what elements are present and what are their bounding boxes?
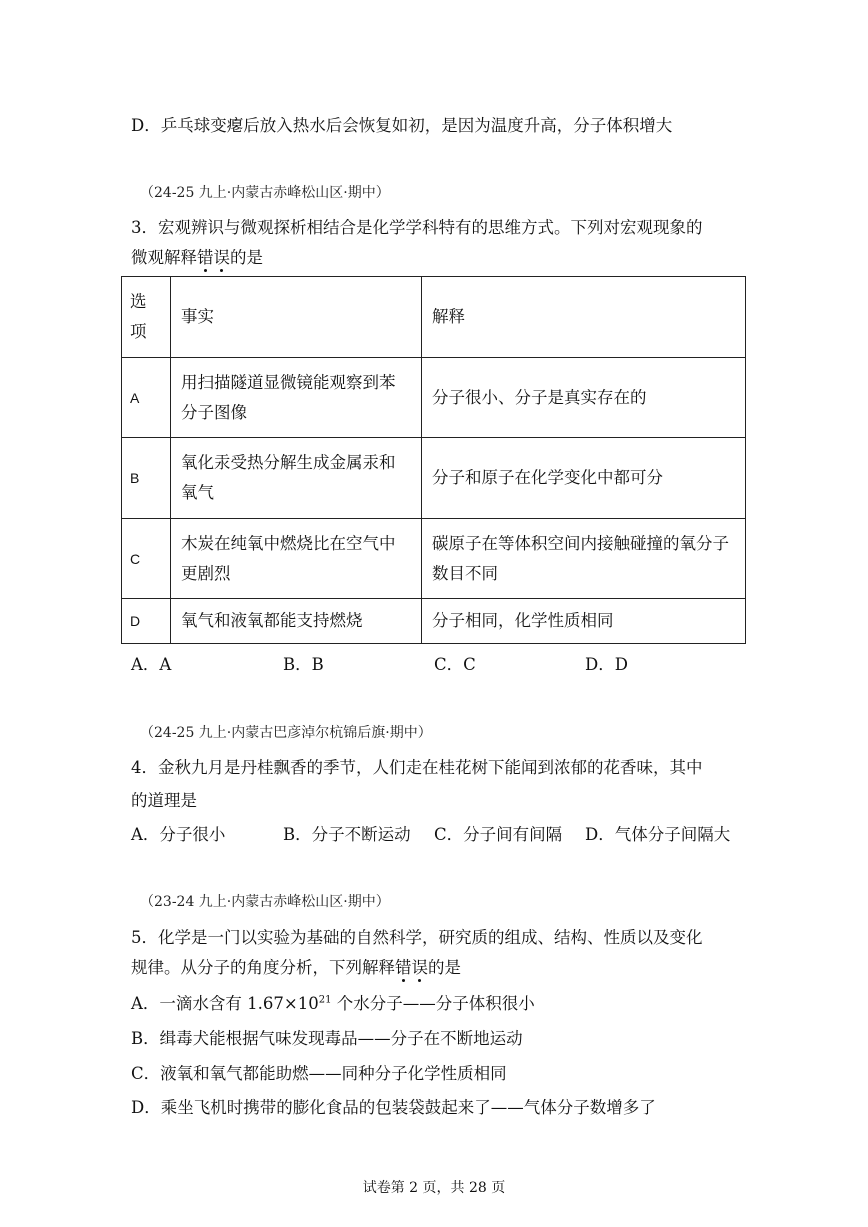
q3-choice-a[interactable]: A．A — [131, 655, 172, 674]
row-fact: 氧化汞受热分解生成金属汞和氧气 — [171, 438, 422, 519]
q5-option-a-post: 个水分子——分子体积很小 — [331, 994, 535, 1013]
emphasis-char: 错 — [197, 248, 214, 267]
q5-option-b[interactable]: B．缉毒犬能根据气味发现毒品——分子在不断地运动 — [131, 1029, 523, 1048]
q3-table — [121, 276, 746, 644]
row-explanation: 分子相同，化学性质相同 — [422, 599, 746, 644]
page-footer: 试卷第 2 页，共 28 页 — [362, 1180, 506, 1196]
q4-stem-line2: 的道理是 — [131, 791, 197, 810]
q4-source: （24-25 九上·内蒙古巴彦淖尔杭锦后旗·期中） — [140, 725, 432, 741]
q5-source: （23-24 九上·内蒙古赤峰松山区·期中） — [140, 894, 390, 910]
q5-stem-line2-post: 的是 — [428, 958, 461, 977]
row-option: A — [122, 358, 171, 438]
q5-stem-line2 — [131, 954, 461, 978]
table-row — [122, 358, 746, 438]
q4-choice-d[interactable]: D．气体分子间隔大 — [585, 825, 731, 844]
q3-choice-b[interactable]: B．B — [283, 655, 324, 674]
row-option: C — [122, 519, 171, 599]
header-fact: 事实 — [171, 277, 422, 358]
q5-option-a-exponent: 21 — [318, 994, 332, 1006]
q3-choice-c[interactable]: C．C — [434, 655, 476, 674]
header-option-label: 选项 — [130, 292, 147, 341]
row-fact: 木炭在纯氧中燃烧比在空气中更剧烈 — [171, 519, 422, 599]
row-fact: 用扫描隧道显微镜能观察到苯分子图像 — [171, 358, 422, 438]
q3-stem-line1: 3．宏观辨识与微观探析相结合是化学学科特有的思维方式。下列对宏观现象的 — [131, 218, 703, 237]
q4-stem-line1: 4．金秋九月是丹桂飘香的季节，人们走在桂花树下能闻到浓郁的花香味，其中 — [131, 758, 703, 777]
q5-option-d[interactable]: D．乘坐飞机时携带的膨化食品的包装袋鼓起来了——气体分子数增多了 — [131, 1098, 656, 1117]
q3-choice-d[interactable]: D．D — [585, 655, 628, 674]
header-explanation: 解释 — [422, 277, 746, 358]
q5-option-c[interactable]: C．液氧和氧气都能助燃——同种分子化学性质相同 — [131, 1064, 507, 1083]
table-row — [122, 438, 746, 519]
row-option: B — [122, 438, 171, 519]
row-option: D — [122, 599, 171, 644]
q4-choice-c[interactable]: C．分子间有间隔 — [434, 825, 563, 844]
q5-stem-line2-pre: 规律。从分子的角度分析，下列解释 — [131, 958, 395, 977]
q3-stem-line2-pre: 微观解释 — [131, 248, 197, 267]
emphasis-char: 错 — [395, 958, 412, 977]
q5-option-a[interactable] — [131, 990, 535, 1014]
row-explanation: 分子很小、分子是真实存在的 — [422, 358, 746, 438]
table-row — [122, 599, 746, 644]
emphasis-char: 误 — [213, 248, 230, 267]
q5-stem-line1: 5．化学是一门以实验为基础的自然科学，研究质的组成、结构、性质以及变化 — [131, 928, 703, 947]
header-option — [122, 277, 171, 358]
q3-stem-line2 — [131, 244, 263, 268]
q4-choice-a[interactable]: A．分子很小 — [131, 825, 226, 844]
row-explanation: 碳原子在等体积空间内接触碰撞的氧分子数目不同 — [422, 519, 746, 599]
table-row — [122, 519, 746, 599]
table-header-row — [122, 277, 746, 358]
row-fact: 氧气和液氧都能支持燃烧 — [171, 599, 422, 644]
q3-source: （24-25 九上·内蒙古赤峰松山区·期中） — [140, 185, 390, 201]
emphasis-char: 误 — [411, 958, 428, 977]
row-explanation: 分子和原子在化学变化中都可分 — [422, 438, 746, 519]
q3-stem-line2-post: 的是 — [230, 248, 263, 267]
q5-option-a-pre: A．一滴水含有 1.67×10 — [131, 994, 319, 1013]
q2-option-d: D．乒乓球变瘪后放入热水后会恢复如初，是因为温度升高，分子体积增大 — [131, 116, 673, 135]
q4-choice-b[interactable]: B．分子不断运动 — [283, 825, 411, 844]
